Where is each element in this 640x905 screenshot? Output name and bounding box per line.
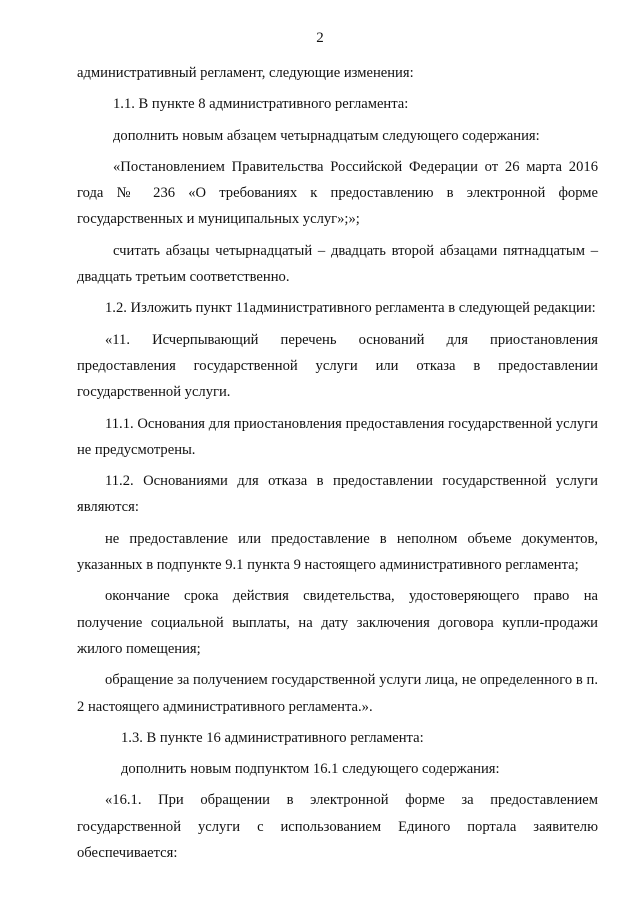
- paragraph-intro: административный регламент, следующие изменения:: [77, 65, 414, 81]
- paragraph-refusal-certificate: окончание срока действия свидетельства, удостоверяющего право на получение социальной выплаты, на дату заключения договора купли-продажи жилого помещения;: [77, 588, 598, 657]
- paragraph-item-1-3: 1.3. В пункте 16 административного регламента:: [121, 729, 424, 746]
- document-body: [77, 60, 598, 866]
- paragraph-item-1-1: 1.1. В пункте 8 административного регламента:: [113, 96, 409, 113]
- paragraph-add-subitem: дополнить новым подпунктом 16.1 следующего содержания:: [121, 761, 500, 778]
- paragraph-item-11-2: 11.2. Основаниями для отказа в предоставлении государственной услуги являются:: [77, 473, 598, 516]
- paragraph-add-paragraph: дополнить новым абзацем четырнадцатым следующего содержания:: [113, 127, 540, 144]
- paragraph-refusal-documents: не предоставление или предоставление в неполном объеме документов, указанных в подпункте 9.1 пункта 9 настоящего административного регламента;: [77, 530, 598, 574]
- paragraph-quote-decree: «Постановлением Правительства Российской Федерации от 26 марта 2016 года № 236 «О требованиях к предоставлению в электронной форме государственных и муниципальных услуг»;»;: [77, 158, 598, 228]
- page-number: 2: [316, 30, 324, 46]
- paragraph-item-11-1: 11.1. Основания для приостановления предоставления государственной услуги не предусмотрены.: [77, 415, 598, 458]
- paragraph-item-1-2: 1.2. Изложить пункт 11административного регламента в следующей редакции:: [105, 300, 596, 317]
- paragraph-refusal-applicant: обращение за получением государственной услуги лица, не определенного в п. 2 настоящего административного регламента.».: [77, 672, 598, 715]
- paragraph-item-16-1: «16.1. При обращении в электронной форме за предоставлением государственной услуги с использованием Единого портала заявителю обеспечивается:: [77, 792, 598, 862]
- paragraph-item-11: «11. Исчерпывающий перечень оснований для приостановления предоставления государственной услуги или отказа в предоставлении государственной услуги.: [77, 331, 598, 401]
- paragraph-renumber: считать абзацы четырнадцатый – двадцать второй абзацами пятнадцатым – двадцать третьим соответственно.: [77, 242, 598, 286]
